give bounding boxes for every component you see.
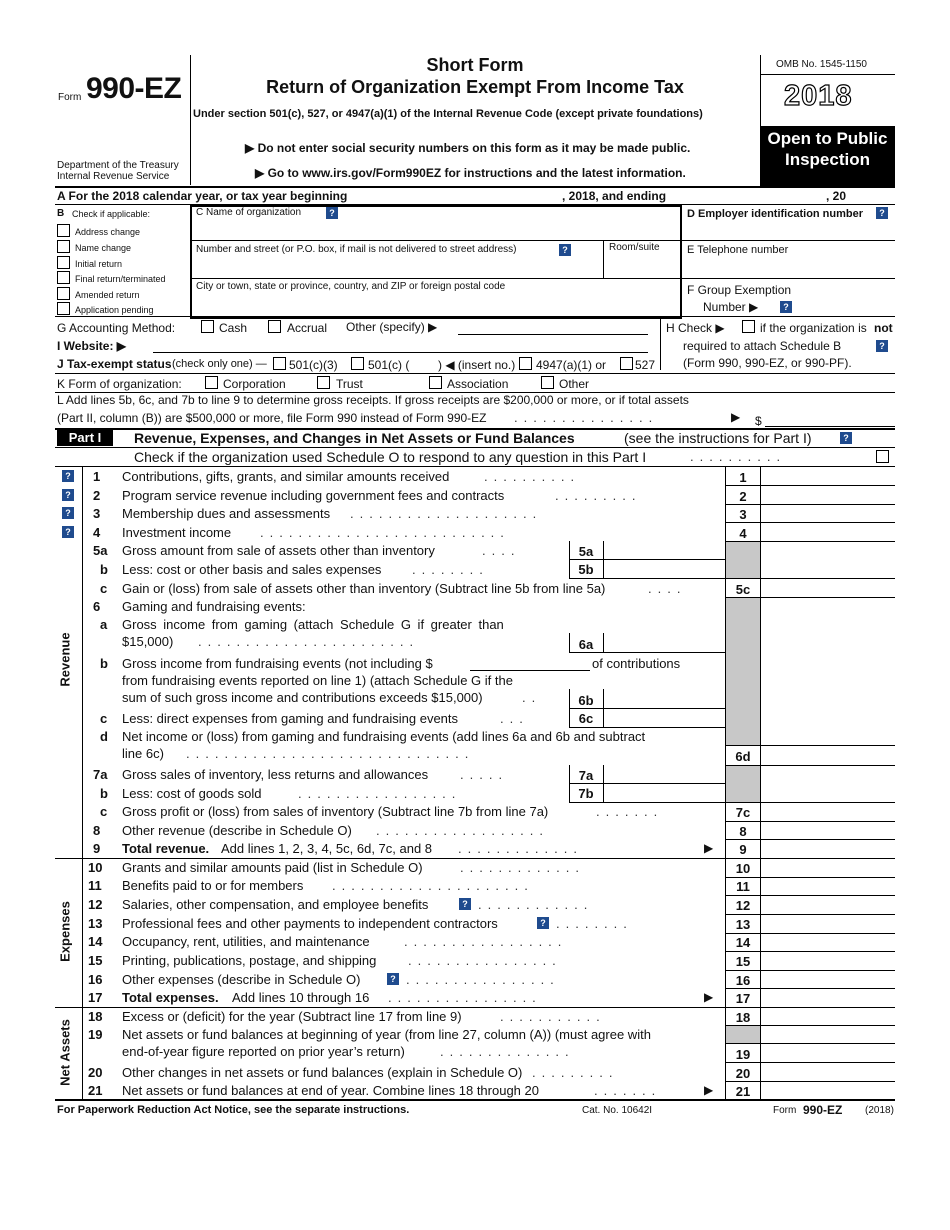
initial-return-label: Initial return: [75, 259, 123, 269]
line-8-text: Other revenue (describe in Schedule O): [122, 823, 352, 838]
checkbox-address-change[interactable]: [57, 224, 70, 237]
line-13-amount-input[interactable]: [761, 915, 894, 932]
check-h-line2: required to attach Schedule B: [683, 339, 842, 353]
net-assets-side-label: Net Assets: [57, 1019, 73, 1086]
line-7b-amount-input[interactable]: [604, 784, 724, 801]
line-7b-text: Less: cost of goods sold: [122, 786, 262, 801]
line-6c-amount-input[interactable]: [604, 709, 724, 726]
line-19-text-1: Net assets or fund balances at beginning of year (from line 27, column (A)) (must agree with: [122, 1027, 651, 1042]
line-8-amount-input[interactable]: [761, 822, 894, 838]
line-5b-text: Less: cost or other basis and sales expenses: [122, 562, 382, 577]
footer-year: (2018): [865, 1105, 894, 1116]
line-21-amount-input[interactable]: [761, 1082, 894, 1098]
line-6b-box: 6b: [578, 693, 594, 708]
street-help-icon[interactable]: ?: [559, 244, 571, 256]
line-3-text: Membership dues and assessments: [122, 506, 331, 521]
line-18-text: Excess or (deficit) for the year (Subtract line 17 from line 9): [122, 1009, 462, 1024]
form-of-org-label: K Form of organization:: [57, 377, 182, 391]
line-12-number: 12: [88, 897, 103, 912]
gross-receipts-input[interactable]: [765, 426, 895, 427]
line-6b-number: b: [100, 656, 108, 671]
line-5b-box: 5b: [578, 562, 594, 577]
cash-label: Cash: [219, 321, 248, 335]
line-7b-box: 7b: [578, 786, 594, 801]
option-501c: 501(c) (: [368, 358, 410, 372]
line-5a-amount-input[interactable]: [604, 542, 724, 558]
line-21-box: 21: [735, 1084, 751, 1099]
checkbox-501c3[interactable]: [273, 357, 286, 370]
checkbox-schedule-o[interactable]: [876, 450, 889, 463]
group-exemption-help-icon[interactable]: ?: [780, 301, 792, 313]
name-change-label: Name change: [75, 243, 132, 253]
section-b-title: Check if applicable:: [72, 209, 151, 219]
part-i-title: Revenue, Expenses, and Changes in Net Assets or Fund Balances: [134, 430, 575, 446]
other-org-label: Other: [559, 377, 590, 391]
line-2-box: 2: [739, 489, 747, 504]
form-title-short: Short Form: [426, 55, 524, 75]
line-6c-text: Less: direct expenses from gaming and fundraising events: [122, 711, 459, 726]
checkbox-application-pending[interactable]: [57, 302, 70, 315]
line-6c-number: c: [100, 711, 108, 726]
row-l-line1: L Add lines 5b, 6c, and 7b to line 9 to determine gross receipts. If gross receipts are $200,000 or more, or if total assets: [57, 393, 689, 407]
checkbox-amended-return[interactable]: [57, 287, 70, 300]
ssn-notice: ▶ Do not enter social security numbers on this form as it may be made public.: [245, 141, 691, 155]
telephone-label: E Telephone number: [687, 244, 789, 256]
ein-help-icon[interactable]: ?: [876, 207, 888, 219]
line-16-text: Other expenses (describe in Schedule O): [122, 972, 361, 987]
schedule-o-check-text: Check if the organization used Schedule O to respond to any question in this Part I: [134, 449, 647, 465]
line-6b-amount-input[interactable]: [604, 690, 724, 707]
dept-irs: Internal Revenue Service: [57, 171, 170, 182]
check-h-not: not: [874, 321, 893, 335]
line-1-number: 1: [93, 469, 101, 484]
line-6a-text-1: Gross income from gaming (attach Schedule G if greater than: [122, 617, 504, 632]
check-h-line3: (Form 990, 990-EZ, or 990-PF).: [683, 356, 852, 370]
line-17-text: Add lines 10 through 16: [232, 990, 370, 1005]
check-h-label: H Check ▶: [666, 321, 725, 335]
line-11-box: 11: [736, 879, 750, 894]
revenue-side-label: Revenue: [57, 632, 73, 687]
line-15-number: 15: [88, 953, 103, 968]
line-16-amount-input[interactable]: [761, 971, 894, 988]
line-6a-number: a: [100, 617, 108, 632]
checkbox-accrual[interactable]: [268, 320, 281, 333]
tax-exempt-status-label: J Tax-exempt status: [57, 357, 172, 371]
line-19-number: 19: [88, 1027, 103, 1042]
part-i-tag: Part I: [57, 430, 113, 446]
line-4-help-icon[interactable]: ?: [62, 526, 74, 538]
line-10-text: Grants and similar amounts paid (list in Schedule O): [122, 860, 423, 875]
line-3-amount-input[interactable]: [761, 505, 894, 522]
tax-exempt-paren: (check only one) —: [172, 358, 267, 370]
line-20-number: 20: [88, 1065, 103, 1080]
line-6b-text-3: sum of such gross income and contributions exceeds $15,000): [122, 690, 483, 705]
accrual-label: Accrual: [287, 321, 328, 335]
line-6b-text-2: from fundraising events reported on line 1) (attach Schedule G if the: [122, 673, 513, 688]
line-20-amount-input[interactable]: [761, 1063, 894, 1080]
irs-link-notice[interactable]: ▶ Go to www.irs.gov/Form990EZ for instructions and the latest information.: [255, 166, 686, 180]
line-17-box: 17: [735, 991, 751, 1006]
final-return-label: Final return/terminated: [75, 274, 166, 284]
line-7a-number: 7a: [93, 767, 108, 782]
row-l-dollar: $: [755, 414, 762, 428]
line-7c-text: Gross profit or (loss) from sales of inventory (Subtract line 7b from line 7a): [122, 804, 549, 819]
accounting-method-label: G Accounting Method:: [57, 321, 176, 335]
section-b-letter: B: [57, 208, 65, 219]
org-name-help-icon[interactable]: ?: [326, 207, 338, 219]
line-6a-text-2: $15,000): [122, 634, 174, 649]
line-18-amount-input[interactable]: [761, 1008, 894, 1024]
amended-return-label: Amended return: [75, 290, 140, 300]
group-exemption-label: F Group Exemption: [687, 283, 792, 297]
line-7c-amount-input[interactable]: [761, 803, 894, 820]
website-label: I Website: ▶: [57, 339, 127, 353]
line-15-box: 15: [735, 954, 751, 969]
application-pending-label: Application pending: [75, 305, 154, 315]
association-label: Association: [447, 377, 509, 391]
part-i-title-note: (see the instructions for Part I): [624, 430, 812, 446]
line-1-help-icon[interactable]: ?: [62, 470, 74, 482]
line-6d-text-1: Net income or (loss) from gaming and fundraising events (add lines 6a and 6b and subtract: [122, 729, 646, 744]
line-5b-number: b: [100, 562, 108, 577]
line-6a-amount-input[interactable]: [604, 634, 724, 651]
line-6d-number: d: [100, 729, 108, 744]
room-suite-label: Room/suite: [609, 242, 660, 253]
row-a-label: A For the 2018 calendar year, or tax year beginning: [57, 189, 348, 203]
line-10-number: 10: [88, 860, 103, 875]
line-18-box: 18: [735, 1010, 751, 1025]
section-c-box: [190, 205, 682, 319]
checkbox-name-change[interactable]: [57, 240, 70, 253]
checkbox-cash[interactable]: [201, 320, 214, 333]
option-501c3: 501(c)(3): [289, 358, 338, 372]
omb-number: OMB No. 1545-1150: [776, 59, 867, 70]
line-14-box: 14: [735, 935, 751, 950]
line-15-text: Printing, publications, postage, and shipping: [122, 953, 377, 968]
line-21-number: 21: [88, 1083, 103, 1098]
line-11-amount-input[interactable]: [761, 878, 894, 894]
checkbox-trust[interactable]: [317, 376, 330, 389]
line-5c-number: c: [100, 581, 108, 596]
line-6a-box: 6a: [578, 637, 594, 652]
line-8-number: 8: [93, 823, 101, 838]
line-4-amount-input[interactable]: [761, 523, 894, 540]
line-9-text-bold: Total revenue.: [122, 841, 210, 856]
line-2-text: Program service revenue including government fees and contracts: [122, 488, 505, 503]
line-11-number: 11: [88, 878, 102, 893]
line-5a-box: 5a: [578, 544, 594, 559]
line-2-help-icon[interactable]: ?: [62, 489, 74, 501]
line-21-arrow-icon: ▶: [704, 1083, 714, 1097]
line-6d-amount-input[interactable]: [761, 746, 894, 764]
line-4-text: Investment income: [122, 525, 232, 540]
form-subtitle: Under section 501(c), 527, or 4947(a)(1) of the Internal Revenue Code (except private foundations): [193, 108, 703, 120]
ein-label: D Employer identification number: [687, 208, 864, 220]
line-2-number: 2: [93, 488, 101, 503]
line-1-text: Contributions, gifts, grants, and similar amounts received: [122, 469, 450, 484]
line-3-help-icon[interactable]: ?: [62, 507, 74, 519]
line-16-number: 16: [88, 972, 103, 987]
line-7c-number: c: [100, 804, 108, 819]
line-21-text: Net assets or fund balances at end of year. Combine lines 18 through 20: [122, 1083, 539, 1098]
row-l-line2: (Part II, column (B)) are $500,000 or more, file Form 990 instead of Form 990-EZ: [57, 411, 487, 425]
line-16-box: 16: [735, 973, 751, 988]
insert-no-label: ) ◀ (insert no.): [438, 358, 516, 372]
line-14-text: Occupancy, rent, utilities, and maintenance: [122, 934, 370, 949]
line-1-box: 1: [739, 470, 747, 485]
line-18-number: 18: [88, 1009, 103, 1024]
line-14-number: 14: [88, 934, 103, 949]
line-6d-box: 6d: [735, 749, 751, 764]
line-5b-amount-input[interactable]: [604, 560, 724, 577]
website-input[interactable]: [153, 352, 648, 353]
row-l-arrow: ▶: [731, 410, 741, 424]
part-i-help-icon[interactable]: ?: [840, 432, 852, 444]
line-6b-text-1b: of contributions: [592, 656, 681, 671]
checkbox-schedule-b[interactable]: [742, 320, 755, 333]
checkbox-corporation[interactable]: [205, 376, 218, 389]
line-19-box: 19: [735, 1047, 751, 1062]
line-10-amount-input[interactable]: [761, 859, 894, 876]
option-527: 527: [635, 358, 656, 372]
other-specify-input[interactable]: [458, 334, 648, 335]
line-13-text: Professional fees and other payments to independent contractors: [122, 916, 498, 931]
line-13-number: 13: [88, 916, 103, 931]
city-label: City or town, state or province, country, and ZIP or foreign postal code: [196, 281, 506, 292]
line-6b-text-1: Gross income from fundraising events (not including $: [122, 656, 433, 671]
line-6c-box: 6c: [578, 711, 594, 726]
open-to-public-badge: Open to Public Inspection: [760, 126, 895, 186]
line-20-box: 20: [735, 1066, 751, 1081]
line-6-number: 6: [93, 599, 101, 614]
line-12-text: Salaries, other compensation, and employee benefits: [122, 897, 429, 912]
paperwork-notice: For Paperwork Reduction Act Notice, see the separate instructions.: [57, 1104, 410, 1116]
line-9-arrow-icon: ▶: [704, 841, 714, 855]
line-16-help-icon[interactable]: ?: [387, 973, 399, 985]
footer-form-word: Form: [773, 1105, 797, 1116]
row-a-year-suffix: , 20: [826, 189, 847, 203]
schedule-b-help-icon[interactable]: ?: [876, 340, 888, 352]
checkbox-initial-return[interactable]: [57, 256, 70, 269]
line-6b-contributions-input[interactable]: [470, 670, 590, 671]
checkbox-other-org[interactable]: [541, 376, 554, 389]
form-word: Form: [58, 92, 82, 103]
line-4-box: 4: [739, 526, 747, 541]
line-12-amount-input[interactable]: [761, 896, 894, 913]
line-4-number: 4: [93, 525, 101, 540]
line-5c-text: Gain or (loss) from sale of assets other than inventory (Subtract line 5b from line 5a): [122, 581, 606, 596]
line-5a-number: 5a: [93, 543, 108, 558]
line-10-box: 10: [735, 861, 751, 876]
checkbox-527[interactable]: [620, 357, 633, 370]
line-17-arrow-icon: ▶: [704, 990, 714, 1004]
line-13-help-icon[interactable]: ?: [537, 917, 549, 929]
row-a-ending: , 2018, and ending: [562, 189, 667, 203]
line-19-amount-input[interactable]: [761, 1044, 894, 1061]
checkbox-4947[interactable]: [519, 357, 532, 370]
line-9-amount-input[interactable]: [761, 840, 894, 857]
form-number: 990-EZ: [86, 72, 182, 105]
line-9-box: 9: [739, 842, 747, 857]
line-13-box: 13: [735, 917, 751, 932]
address-change-label: Address change: [75, 227, 141, 237]
checkbox-501c[interactable]: [351, 357, 364, 370]
line-7b-number: b: [100, 786, 108, 801]
line-12-box: 12: [735, 898, 751, 913]
line-5a-text: Gross amount from sale of assets other than inventory: [122, 543, 435, 558]
other-specify-label: Other (specify) ▶: [346, 320, 438, 334]
street-label: Number and street (or P.O. box, if mail is not delivered to street address): [196, 244, 517, 255]
tax-year: 2018: [784, 80, 853, 112]
line-3-number: 3: [93, 506, 101, 521]
dept-treasury: Department of the Treasury: [57, 160, 179, 171]
line-15-amount-input[interactable]: [761, 952, 894, 969]
corporation-label: Corporation: [223, 377, 286, 391]
line-14-amount-input[interactable]: [761, 934, 894, 950]
line-9-text: Add lines 1, 2, 3, 4, 5c, 6d, 7c, and 8: [221, 841, 433, 856]
expenses-side-label: Expenses: [57, 901, 73, 962]
line-17-text-bold: Total expenses.: [122, 990, 219, 1005]
org-name-label: C Name of organization: [196, 207, 302, 218]
line-7c-box: 7c: [735, 805, 751, 820]
line-12-help-icon[interactable]: ?: [459, 898, 471, 910]
group-exemption-number-label: Number ▶: [703, 300, 759, 314]
line-7a-box: 7a: [578, 768, 594, 783]
line-5c-box: 5c: [735, 582, 751, 597]
option-4947: 4947(a)(1) or: [536, 358, 607, 372]
line-2-amount-input[interactable]: [761, 486, 894, 503]
checkbox-final-return[interactable]: [57, 271, 70, 284]
line-7a-text: Gross sales of inventory, less returns and allowances: [122, 767, 429, 782]
line-17-number: 17: [88, 990, 103, 1005]
checkbox-association[interactable]: [429, 376, 442, 389]
line-1-amount-input[interactable]: [761, 467, 894, 484]
footer-form-number: 990-EZ: [803, 1103, 843, 1117]
line-9-number: 9: [93, 841, 101, 856]
line-3-box: 3: [739, 507, 747, 522]
line-20-text: Other changes in net assets or fund balances (explain in Schedule O): [122, 1065, 523, 1080]
line-11-text: Benefits paid to or for members: [122, 878, 304, 893]
check-h-text: if the organization is: [760, 321, 867, 335]
line-19-text-2: end-of-year figure reported on prior year’s return): [122, 1044, 405, 1059]
line-8-box: 8: [739, 824, 747, 839]
line-7a-amount-input[interactable]: [604, 766, 724, 782]
line-17-amount-input[interactable]: [761, 989, 894, 1006]
form-title: Return of Organization Exempt From Income Tax: [266, 77, 684, 97]
catalog-number: Cat. No. 10642I: [582, 1105, 653, 1116]
line-6d-text-2: line 6c): [122, 746, 164, 761]
line-6-text: Gaming and fundraising events:: [122, 599, 306, 614]
trust-label: Trust: [336, 377, 363, 391]
line-5c-amount-input[interactable]: [761, 579, 894, 596]
